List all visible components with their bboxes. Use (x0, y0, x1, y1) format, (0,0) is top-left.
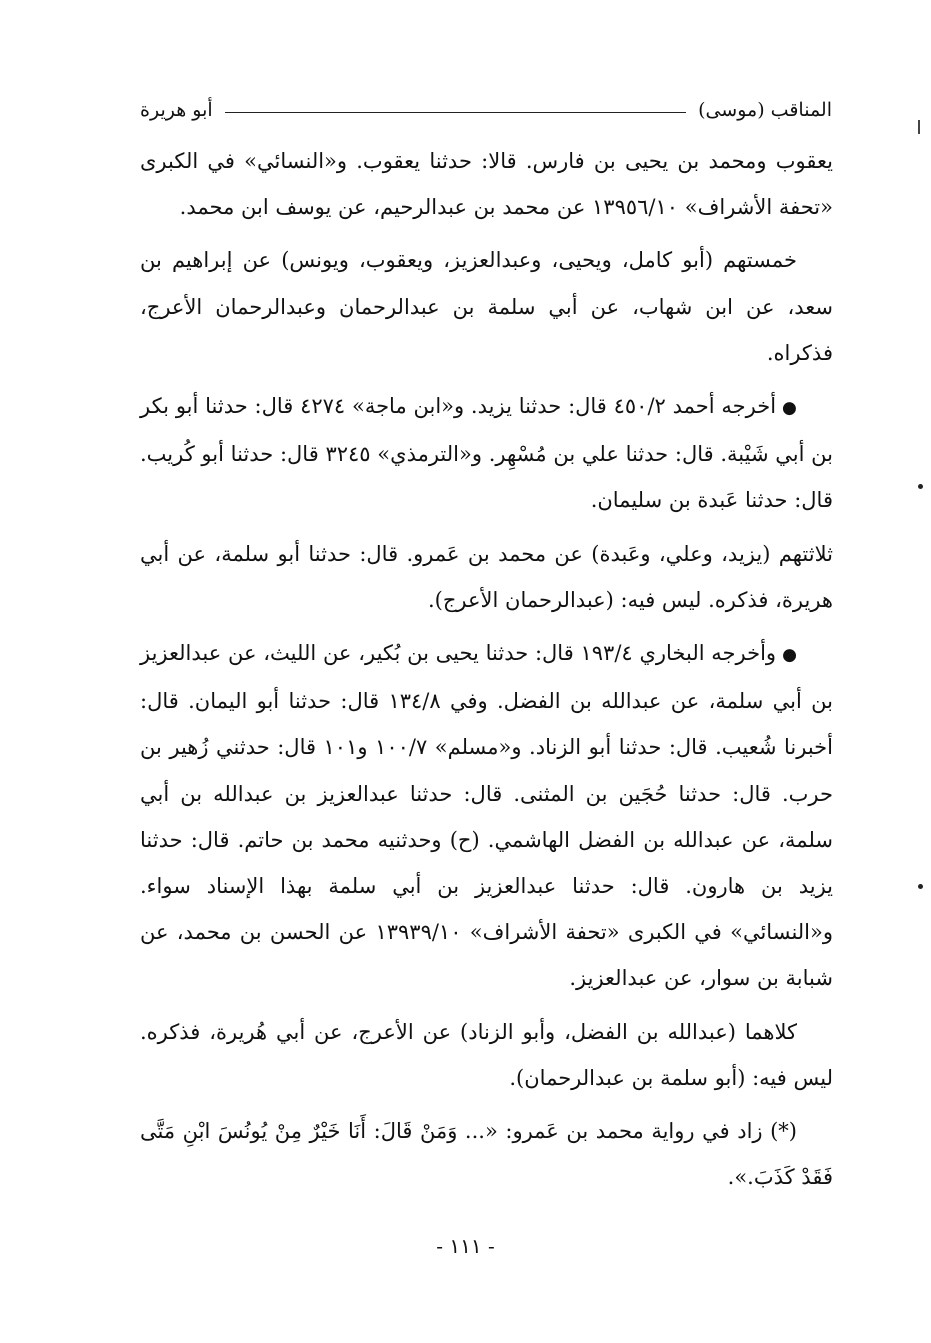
header-section-title: المناقب (موسى) (698, 99, 832, 121)
margin-mark (918, 884, 923, 889)
running-header (140, 92, 832, 128)
paragraph-3-text: أخرجه أحمد ٤٥٠/٢ قال: حدثنا يزيد. و«ابن ماجة» ٤٢٧٤ قال: حدثنا أبو بكر بن أبي شَيْبة. قال: حدثنا علي بن مُسْهِر. و«الترمذي» ٣٢٤٥ قال: حدثنا أبو كُريب. قال: حدثنا عَبدة بن سليمان. (140, 394, 833, 513)
paragraph-5 (140, 630, 833, 1002)
paragraph-3 (140, 383, 833, 524)
margin-mark (918, 120, 920, 134)
paragraph-5-text: وأخرجه البخاري ١٩٣/٤ قال: حدثنا يحيى بن بُكير، عن الليث، عن عبدالعزيز بن أبي سلمة، عن عبدالله بن الفضل. وفي ١٣٤/٨ قال: حدثنا أبو اليمان. قال: أخبرنا شُعيب. قال: حدثنا أبو الزناد. و«مسلم» ١٠٠/٧ و١٠١ قال: حدثني زُهير بن حرب. قال: حدثنا حُجَين بن المثنى. قال: حدثنا عبدالعزيز بن عبدالله بن أبي سلمة، عن عبدالله بن الفضل الهاشمي. (ح) وحدثنيه محمد بن حاتم. قال: حدثنا يزيد بن هارون. قال: حدثنا عبدالعزيز بن أبي سلمة بهذا الإسناد سواء. و«النسائي» في الكبرى «تحفة الأشراف» ١٣٩٣٩/١٠ عن الحسن بن محمد، عن شبابة بن سوار، عن عبدالعزيز. (140, 641, 834, 991)
header-narrator: أبو هريرة (140, 99, 213, 121)
bullet-icon: ● (782, 645, 797, 666)
paragraph-6: كلاهما (عبدالله بن الفضل، وأبو الزناد) عن الأعرج، عن أبي هُريرة، فذكره. ليس فيه: (أبو سلمة بن عبدالرحمان). (140, 1019, 833, 1090)
footnote: (*) زاد في رواية محمد بن عَمرو: «... وَمَنْ قَالَ: أَنَا خَيْرٌ مِنْ يُونُسَ ابْنِ مَتَّى فَقَدْ كَذَبَ.». (140, 1119, 833, 1190)
bullet-icon: ● (782, 398, 797, 419)
paragraph-4: ثلاثتهم (يزيد، وعلي، وعَبدة) عن محمد بن عَمرو. قال: حدثنا أبو سلمة، عن أبي هريرة، فذكره. ليس فيه: (عبدالرحمان الأعرج). (140, 541, 833, 612)
header-rule (225, 112, 686, 113)
page-number: - ١١١ - (436, 1234, 495, 1258)
body-text (140, 138, 833, 1207)
paragraph-2: خمستهم (أبو كامل، ويحيى، وعبدالعزيز، ويعقوب، ويونس) عن إبراهيم بن سعد، عن ابن شهاب، عن أبي سلمة بن عبدالرحمان وعبدالرحمان الأعرج، فذكراه. (140, 248, 833, 365)
paragraph-1: يعقوب ومحمد بن يحيى بن فارس. قالا: حدثنا يعقوب. و«النسائي» في الكبرى «تحفة الأشراف» ١٣٩٥٦/١٠ عن محمد بن عبدالرحيم، عن يوسف ابن محمد. (140, 149, 833, 220)
margin-mark (918, 484, 923, 489)
